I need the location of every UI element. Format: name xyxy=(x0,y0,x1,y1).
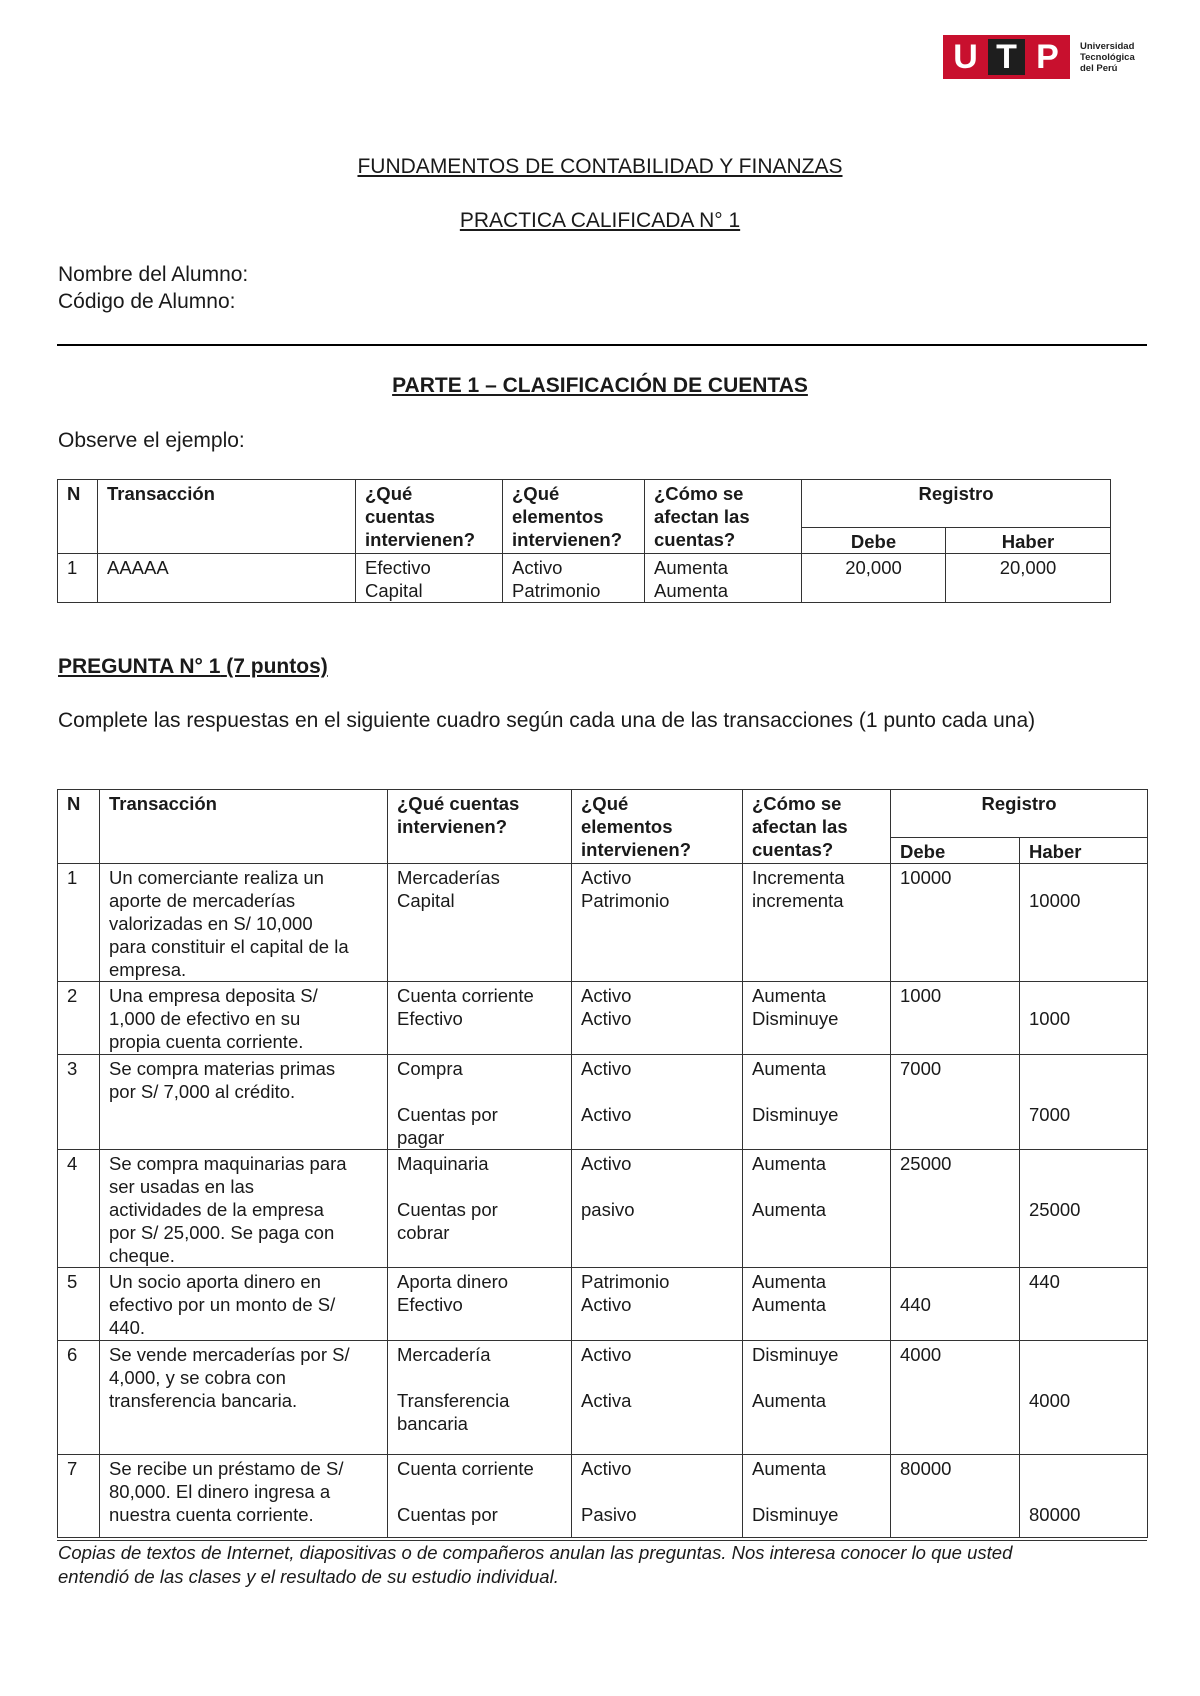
cell-line xyxy=(397,1480,562,1503)
cell-effect xyxy=(743,1455,891,1538)
cell-debe xyxy=(891,1150,1020,1268)
cell-line: Aumenta xyxy=(752,985,827,1006)
cell-line xyxy=(1029,1057,1138,1080)
cell-line: Activo xyxy=(581,1153,632,1174)
header-n: N xyxy=(58,790,100,864)
footer-line: entendió de las clases y el resultado de su estudio individual. xyxy=(58,1566,559,1587)
header-line: elementos xyxy=(581,816,673,837)
cell-line: Activo xyxy=(581,1104,632,1125)
cell-elements xyxy=(572,1341,743,1455)
header-registro: Registro xyxy=(802,480,1111,528)
cell-line: Cuentas por xyxy=(397,1504,498,1525)
logo-letter-t: T xyxy=(988,39,1025,75)
cell-line xyxy=(397,1175,562,1198)
cell-line: Disminuye xyxy=(752,1344,839,1365)
cell-line: Aumenta xyxy=(752,1199,827,1220)
cell-elements xyxy=(503,554,645,603)
cell-accounts xyxy=(388,982,572,1055)
logo-letter-p: P xyxy=(1029,39,1066,75)
cell-haber xyxy=(1020,982,1148,1055)
cell-line: propia cuenta corriente. xyxy=(109,1031,304,1052)
cell-line: 7000 xyxy=(1029,1104,1071,1125)
cell-line: 4000 xyxy=(1029,1390,1071,1411)
cell-line xyxy=(581,1080,733,1103)
part1-intro: Observe el ejemplo: xyxy=(58,429,245,452)
cell-accounts xyxy=(388,1268,572,1341)
cell-transaction xyxy=(100,1268,388,1341)
header-line: ¿Qué cuentas xyxy=(397,793,520,814)
cell-haber xyxy=(1020,1150,1148,1268)
question1-title xyxy=(58,655,328,679)
cell-line: aporte de mercaderías xyxy=(109,890,296,911)
answer-table xyxy=(57,789,1148,1538)
cell-accounts xyxy=(356,554,503,603)
cell-effect xyxy=(645,554,802,603)
cell-line xyxy=(1029,984,1138,1007)
exam-title: PRACTICA CALIFICADA N° 1 xyxy=(459,209,741,232)
header-accounts xyxy=(388,790,572,864)
cell-line: Efectivo xyxy=(365,557,431,578)
cell-line: Aumenta xyxy=(752,1153,827,1174)
cell-haber xyxy=(1020,1455,1148,1538)
cell-line: 80,000. El dinero ingresa a xyxy=(109,1481,331,1502)
cell-line xyxy=(1029,1343,1138,1366)
cell-line: Patrimonio xyxy=(581,890,670,911)
cell-line xyxy=(1029,1152,1138,1175)
cell-line: bancaria xyxy=(397,1413,468,1434)
cell-line: Se compra maquinarias para xyxy=(109,1153,347,1174)
cell-line: Se compra materias primas xyxy=(109,1058,336,1079)
cell-line xyxy=(752,1175,881,1198)
cell-line: Patrimonio xyxy=(512,580,601,601)
cell-elements xyxy=(572,864,743,982)
question1-number: PREGUNTA N° 1 xyxy=(58,655,221,678)
cell-line xyxy=(1029,1457,1138,1480)
cell-line: Capital xyxy=(397,890,455,911)
cell-accounts xyxy=(388,1150,572,1268)
cell-line: 80000 xyxy=(900,1458,952,1479)
cell-line: 1000 xyxy=(1029,1008,1071,1029)
header-haber: Haber xyxy=(1020,838,1148,864)
header-line: intervienen? xyxy=(581,839,691,860)
cell-line xyxy=(1029,1480,1138,1503)
cell-line: 1000 xyxy=(900,985,942,1006)
header-line: cuentas xyxy=(365,506,435,527)
logo-text-line: Tecnológica xyxy=(1080,51,1135,63)
table-row xyxy=(58,1150,1148,1268)
cell-line: Aumenta xyxy=(752,1458,827,1479)
cell-line: Pasivo xyxy=(581,1504,637,1525)
cell-line: valorizadas en S/ 10,000 xyxy=(109,913,313,934)
cell-line: Activo xyxy=(581,1008,632,1029)
cell-line: Activa xyxy=(581,1390,632,1411)
header-line: ¿Qué xyxy=(581,793,629,814)
utp-logo xyxy=(943,35,1135,79)
question1-points: (7 puntos) xyxy=(226,655,328,678)
cell-line: pagar xyxy=(397,1127,445,1148)
cell-transaction xyxy=(100,1455,388,1538)
cell-elements xyxy=(572,1268,743,1341)
cell-line: por S/ 7,000 al crédito. xyxy=(109,1081,296,1102)
question1-instruction: Complete las respuestas en el siguiente cuadro según cada una de las transacciones (1 punto cada una) xyxy=(58,709,1036,732)
cell-debe xyxy=(891,1341,1020,1455)
cell-line: Activo xyxy=(581,867,632,888)
cell-haber xyxy=(1020,1055,1148,1150)
cell-transaction xyxy=(100,1055,388,1150)
cell-debe xyxy=(891,1268,1020,1341)
cell-line: Aumenta xyxy=(654,580,729,601)
cell-line xyxy=(581,1366,733,1389)
header-registro: Registro xyxy=(891,790,1148,838)
table-row xyxy=(58,982,1148,1055)
header-transaction: Transacción xyxy=(100,790,388,864)
cell-effect xyxy=(743,1055,891,1150)
cell-line: nuestra cuenta corriente. xyxy=(109,1504,314,1525)
header-line: intervienen? xyxy=(365,529,475,550)
cell-line: Cuenta corriente xyxy=(397,1458,534,1479)
cell-line: Activo xyxy=(581,985,632,1006)
cell-line: Activo xyxy=(581,1294,632,1315)
cell-effect xyxy=(743,1341,891,1455)
cell-debe xyxy=(891,1455,1020,1538)
cell-line: empresa. xyxy=(109,959,187,980)
cell-line xyxy=(1029,1175,1138,1198)
header-line: intervienen? xyxy=(512,529,622,550)
cell-haber: 20,000 xyxy=(946,554,1111,603)
cell-line: Cuentas por xyxy=(397,1199,498,1220)
cell-line: Una empresa deposita S/ xyxy=(109,985,318,1006)
cell-n: 1 xyxy=(58,864,100,982)
cell-line: Cuentas por xyxy=(397,1104,498,1125)
header-effect xyxy=(743,790,891,864)
cell-haber xyxy=(1020,1341,1148,1455)
cell-line: por S/ 25,000. Se paga con xyxy=(109,1222,335,1243)
cell-line: Se vende mercaderías por S/ xyxy=(109,1344,350,1365)
cell-line: para constituir el capital de la xyxy=(109,936,349,957)
cell-line: transferencia bancaria. xyxy=(109,1390,298,1411)
cell-line: 10000 xyxy=(900,867,952,888)
cell-line: Transferencia xyxy=(397,1390,510,1411)
cell-debe xyxy=(891,1055,1020,1150)
header-line: intervienen? xyxy=(397,816,507,837)
cell-line: Se recibe un préstamo de S/ xyxy=(109,1458,344,1479)
answer-rows xyxy=(58,864,1148,1538)
cell-n: 3 xyxy=(58,1055,100,1150)
cell-n: 4 xyxy=(58,1150,100,1268)
cell-n: 5 xyxy=(58,1268,100,1341)
logo-text-line: Universidad xyxy=(1080,40,1135,52)
cell-n: 6 xyxy=(58,1341,100,1455)
cell-line: Cuenta corriente xyxy=(397,985,534,1006)
cell-line xyxy=(581,1480,733,1503)
header-effect xyxy=(645,480,802,554)
cell-line: Aumenta xyxy=(752,1294,827,1315)
header-debe: Debe xyxy=(802,528,946,554)
cell-effect xyxy=(743,1150,891,1268)
cell-n: 1 xyxy=(58,554,98,603)
header-line: afectan las xyxy=(654,506,750,527)
cell-line: Disminuye xyxy=(752,1104,839,1125)
cell-line: actividades de la empresa xyxy=(109,1199,324,1220)
logo-wordmark xyxy=(1080,41,1135,74)
header-line: ¿Qué xyxy=(365,483,413,504)
header-debe: Debe xyxy=(891,838,1020,864)
cell-line: pasivo xyxy=(581,1199,635,1220)
cell-accounts xyxy=(388,864,572,982)
table-row xyxy=(58,1455,1148,1538)
example-table xyxy=(57,479,1111,603)
cell-line: Mercadería xyxy=(397,1344,491,1365)
cell-n: 7 xyxy=(58,1455,100,1538)
header-elements xyxy=(572,790,743,864)
cell-line: cobrar xyxy=(397,1222,450,1243)
cell-line: 4,000, y se cobra con xyxy=(109,1367,286,1388)
part1-title: PARTE 1 – CLASIFICACIÓN DE CUENTAS xyxy=(392,374,808,397)
cell-effect xyxy=(743,864,891,982)
table-row xyxy=(58,554,1111,603)
cell-line: Mercaderías xyxy=(397,867,500,888)
cell-line xyxy=(1029,1080,1138,1103)
cell-line: 7000 xyxy=(900,1058,942,1079)
cell-line xyxy=(397,1080,562,1103)
footer-line: Copias de textos de Internet, diapositivas o de compañeros anulan las preguntas. Nos interesa conocer lo que usted xyxy=(58,1542,1013,1563)
cell-line: Aumenta xyxy=(752,1271,827,1292)
cell-line: Aumenta xyxy=(654,557,729,578)
cell-line: Activo xyxy=(512,557,563,578)
header-haber: Haber xyxy=(946,528,1111,554)
table-row xyxy=(58,1341,1148,1455)
logo-mark xyxy=(943,35,1070,79)
cell-debe xyxy=(891,864,1020,982)
cell-line: 1,000 de efectivo en su xyxy=(109,1008,301,1029)
header-line: cuentas? xyxy=(654,529,736,550)
table-row xyxy=(58,1055,1148,1150)
cell-transaction xyxy=(100,1341,388,1455)
header-elements xyxy=(503,480,645,554)
cell-debe: 20,000 xyxy=(802,554,946,603)
cell-line: Activo xyxy=(581,1458,632,1479)
cell-line: 440 xyxy=(900,1294,931,1315)
cell-line: Activo xyxy=(581,1058,632,1079)
cell-accounts xyxy=(388,1341,572,1455)
footer-note xyxy=(58,1541,1148,1589)
cell-line: 80000 xyxy=(1029,1504,1081,1525)
cell-line: Aumenta xyxy=(752,1058,827,1079)
cell-line: Aporta dinero xyxy=(397,1271,509,1292)
cell-line: Capital xyxy=(365,580,423,601)
cell-line xyxy=(900,1270,1010,1293)
student-name-label: Nombre del Alumno: xyxy=(58,263,249,286)
cell-line: Patrimonio xyxy=(581,1271,670,1292)
cell-elements xyxy=(572,1150,743,1268)
cell-line xyxy=(1029,1366,1138,1389)
header-line: ¿Cómo se xyxy=(752,793,842,814)
table-row xyxy=(58,1268,1148,1341)
cell-haber xyxy=(1020,864,1148,982)
student-code-label: Código de Alumno: xyxy=(58,290,236,313)
header-line: elementos xyxy=(512,506,604,527)
cell-accounts xyxy=(388,1455,572,1538)
cell-elements xyxy=(572,1455,743,1538)
cell-line xyxy=(397,1366,562,1389)
cell-haber xyxy=(1020,1268,1148,1341)
cell-line: incrementa xyxy=(752,890,844,911)
cell-line xyxy=(581,1175,733,1198)
cell-n: 2 xyxy=(58,982,100,1055)
cell-line: 4000 xyxy=(900,1344,942,1365)
header-line: afectan las xyxy=(752,816,848,837)
header-divider xyxy=(57,344,1147,346)
cell-line: cheque. xyxy=(109,1245,175,1266)
cell-line xyxy=(752,1080,881,1103)
cell-line: Aumenta xyxy=(752,1390,827,1411)
header-line: ¿Qué xyxy=(512,483,560,504)
cell-line: Maquinaria xyxy=(397,1153,489,1174)
course-title: FUNDAMENTOS DE CONTABILIDAD Y FINANZAS xyxy=(357,155,843,178)
cell-line: Incrementa xyxy=(752,867,845,888)
cell-line: efectivo por un monto de S/ xyxy=(109,1294,336,1315)
cell-transaction xyxy=(100,864,388,982)
cell-transaction xyxy=(100,982,388,1055)
cell-transaction xyxy=(100,1150,388,1268)
header-accounts xyxy=(356,480,503,554)
cell-line: 440 xyxy=(1029,1271,1060,1292)
cell-line: Disminuye xyxy=(752,1504,839,1525)
cell-line xyxy=(1029,866,1138,889)
cell-line: ser usadas en las xyxy=(109,1176,255,1197)
header-n: N xyxy=(58,480,98,554)
cell-debe xyxy=(891,982,1020,1055)
cell-line: Activo xyxy=(581,1344,632,1365)
cell-line: Efectivo xyxy=(397,1008,463,1029)
cell-elements xyxy=(572,982,743,1055)
cell-line: 10000 xyxy=(1029,890,1081,911)
header-line: ¿Cómo se xyxy=(654,483,744,504)
cell-effect xyxy=(743,982,891,1055)
cell-line: Efectivo xyxy=(397,1294,463,1315)
table-row xyxy=(58,864,1148,982)
cell-line xyxy=(752,1480,881,1503)
cell-line: 440. xyxy=(109,1317,146,1338)
cell-elements xyxy=(572,1055,743,1150)
cell-line: Disminuye xyxy=(752,1008,839,1029)
cell-effect xyxy=(743,1268,891,1341)
cell-line: Un socio aporta dinero en xyxy=(109,1271,321,1292)
cell-line: Un comerciante realiza un xyxy=(109,867,324,888)
cell-line xyxy=(752,1366,881,1389)
cell-accounts xyxy=(388,1055,572,1150)
cell-line: Compra xyxy=(397,1058,463,1079)
header-line: cuentas? xyxy=(752,839,834,860)
logo-text-line: del Perú xyxy=(1080,62,1118,74)
cell-line: 25000 xyxy=(1029,1199,1081,1220)
cell-line: 25000 xyxy=(900,1153,952,1174)
logo-letter-u: U xyxy=(947,39,984,75)
header-transaction: Transacción xyxy=(98,480,356,554)
cell-transaction: AAAAA xyxy=(98,554,356,603)
